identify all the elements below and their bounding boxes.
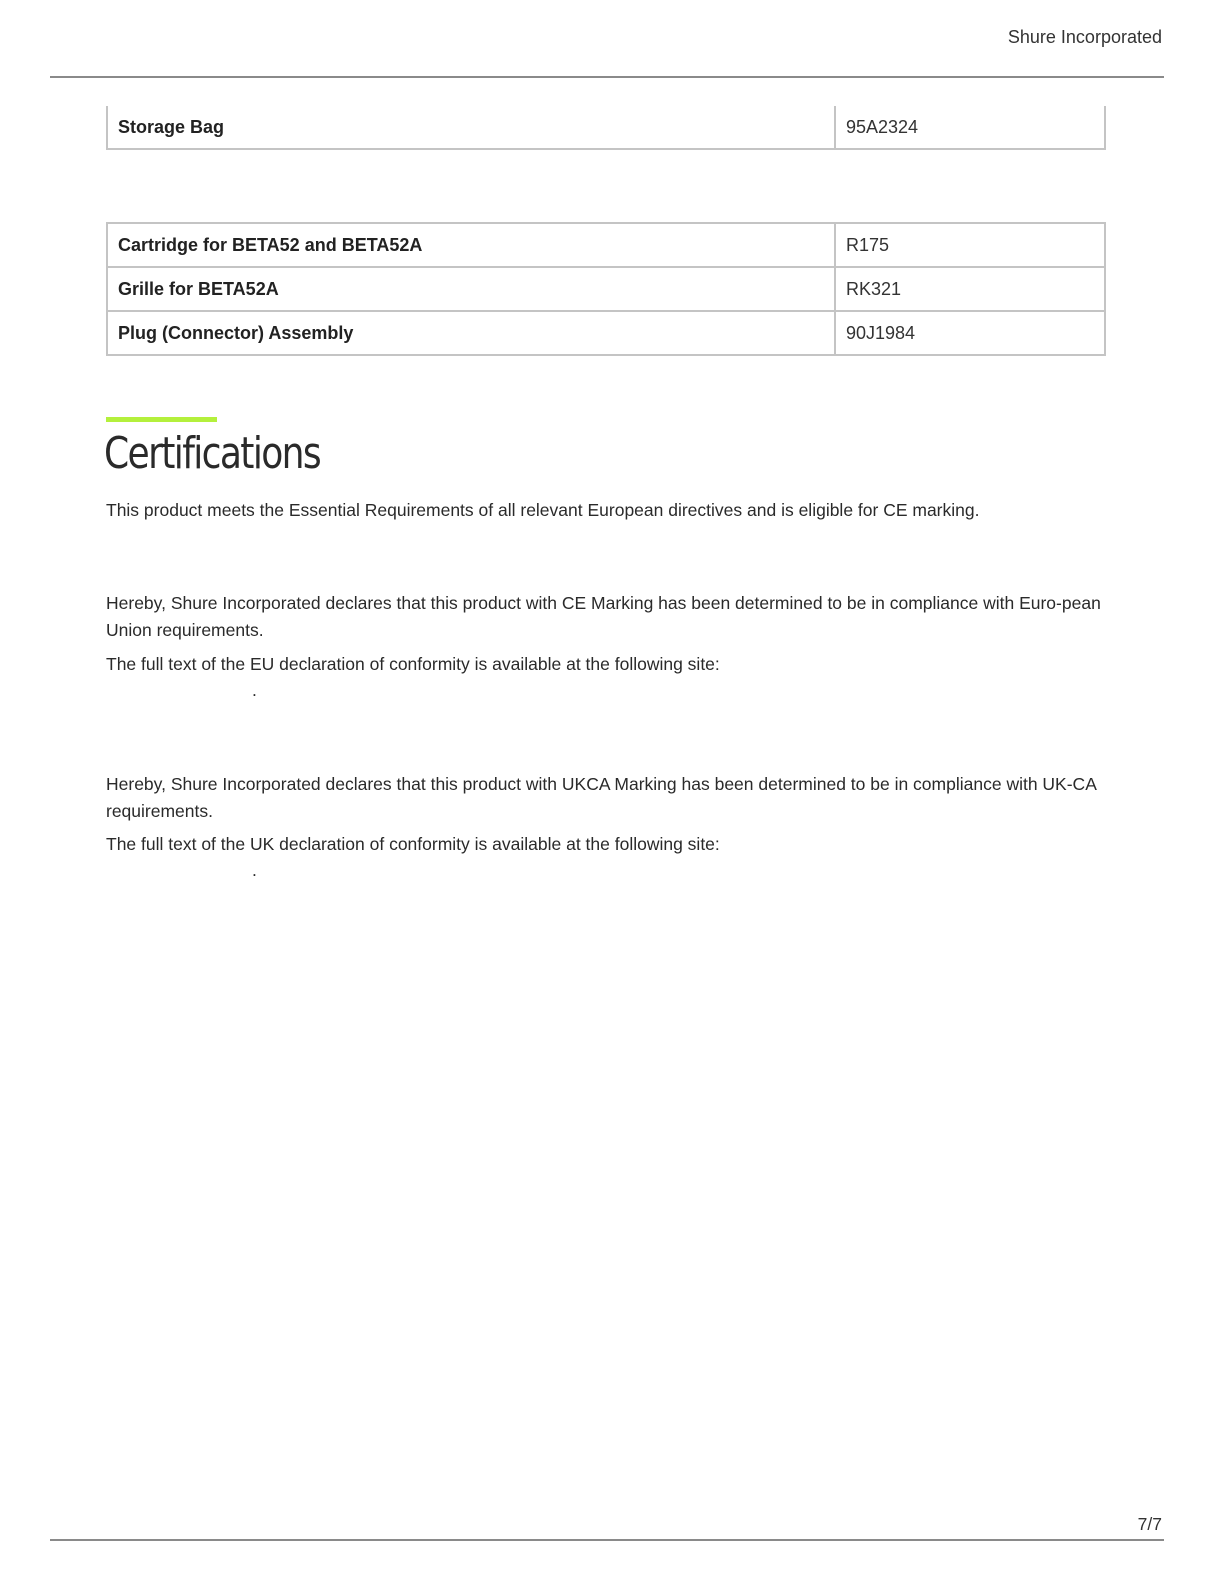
ukca-declaration: Hereby, Shure Incorporated declares that this product with UKCA Marking has been determined to be in compliance with UK-CA requirements. xyxy=(106,774,1096,821)
part-number: 90J1984 xyxy=(835,311,1105,355)
parts-table-continued xyxy=(106,106,1106,150)
section-title-certifications: Certifications xyxy=(104,428,321,479)
eu-declaration-site-text: The full text of the EU declaration of conformity is available at the following site: xyxy=(106,654,720,674)
uk-declaration-site-text: The full text of the UK declaration of conformity is available at the following site: xyxy=(106,834,720,854)
part-number: R175 xyxy=(835,223,1105,267)
table-row xyxy=(107,311,1105,355)
ce-declaration: Hereby, Shure Incorporated declares that this product with CE Marking has been determined to be in compliance with Euro-pean Union requirements. xyxy=(106,593,1101,640)
uk-site-link-placeholder: . xyxy=(252,860,257,880)
certifications-intro: This product meets the Essential Requirements of all relevant European directives and is eligible for CE marking. xyxy=(106,500,980,520)
header-company-name: Shure Incorporated xyxy=(1007,27,1162,47)
table-row xyxy=(107,106,1105,149)
part-name: Plug (Connector) Assembly xyxy=(107,311,835,355)
part-name: Grille for BETA52A xyxy=(107,267,835,311)
header-divider xyxy=(50,76,1164,78)
part-number: RK321 xyxy=(835,267,1105,311)
part-name: Storage Bag xyxy=(107,106,835,149)
page-number: 7/7 xyxy=(1137,1514,1162,1534)
table-row xyxy=(107,267,1105,311)
part-name: Cartridge for BETA52 and BETA52A xyxy=(107,223,835,267)
footer-divider xyxy=(50,1539,1164,1541)
parts-table xyxy=(106,222,1106,356)
eu-site-link-placeholder: . xyxy=(252,680,257,700)
section-accent-bar xyxy=(106,417,217,422)
part-number: 95A2324 xyxy=(835,106,1105,149)
table-row xyxy=(107,223,1105,267)
